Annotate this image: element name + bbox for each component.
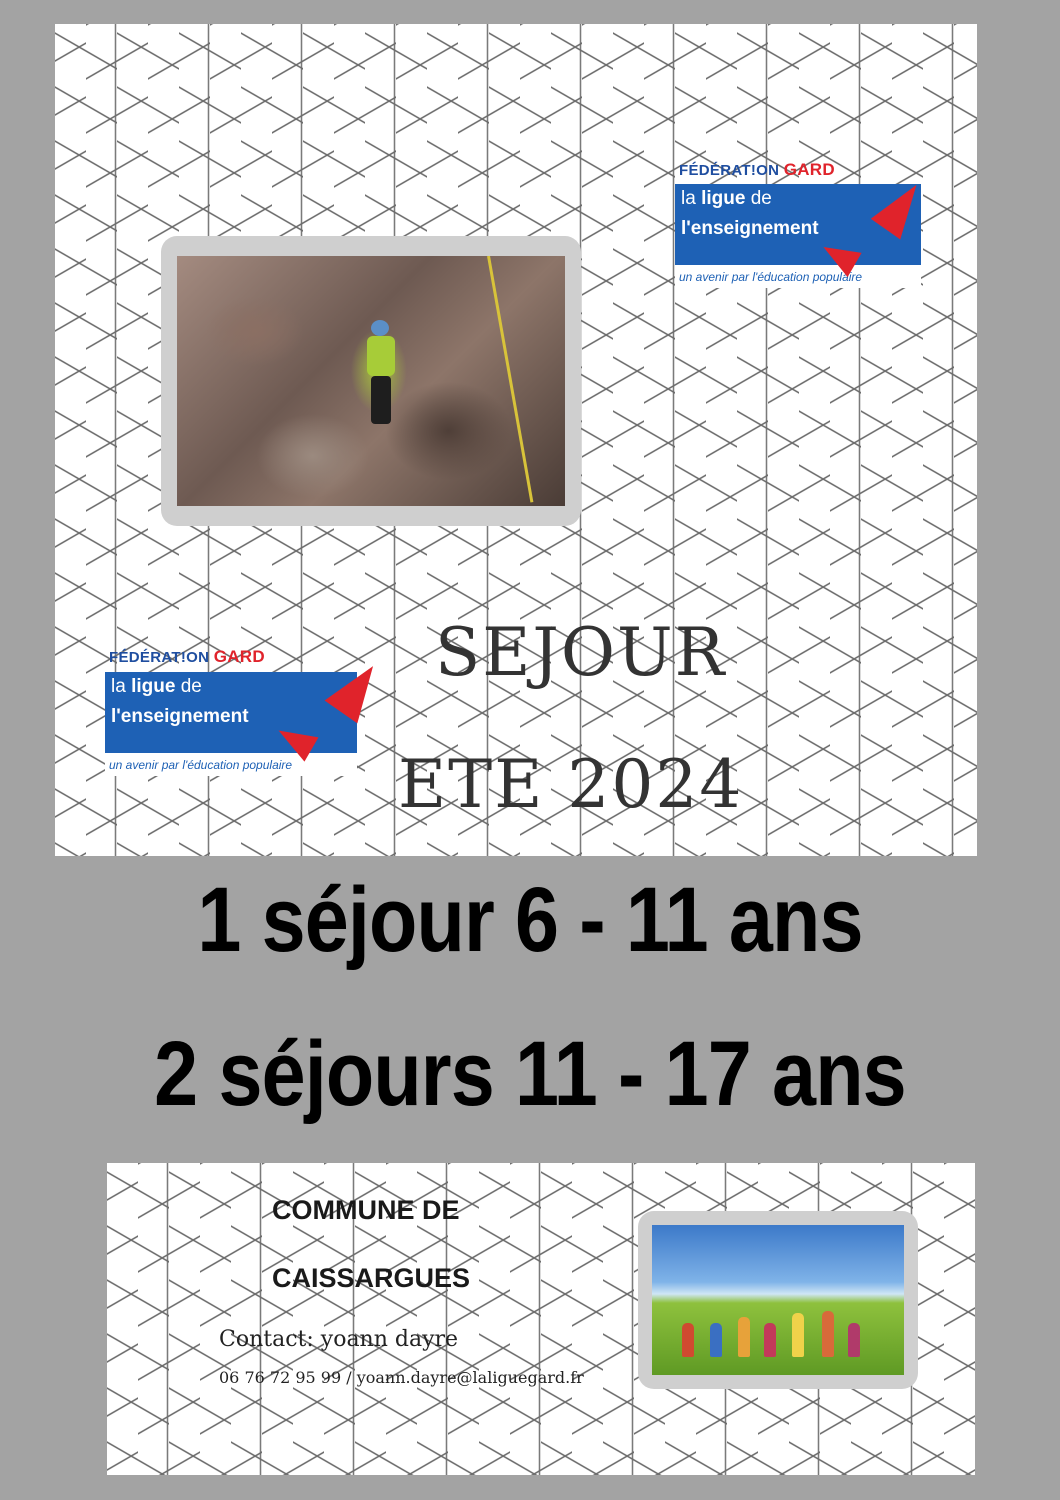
commune-name: CAISSARGUES	[272, 1263, 471, 1293]
ligue-box: la ligue de l'enseignement un avenir par l'éducation populaire	[675, 184, 921, 288]
contact-name: Contact: yoann dayre	[219, 1327, 459, 1352]
ligue-logo-left	[105, 647, 425, 777]
climber-figure	[361, 320, 405, 410]
title-ete-2024: ETE 2024	[398, 746, 744, 823]
logo-tagline: un avenir par l'éducation populaire	[675, 265, 921, 288]
climbing-photo-frame	[161, 236, 581, 526]
children-photo-frame	[638, 1211, 918, 1389]
children-running-photo	[652, 1225, 904, 1375]
ligue-logo-top	[675, 160, 975, 290]
title-sejour: SEJOUR	[435, 614, 727, 691]
bottom-panel	[107, 1163, 975, 1475]
rock-climbing-photo	[177, 256, 565, 506]
federation-label: FÉDÉRAT!ON GARD	[679, 160, 835, 179]
commune-label: COMMUNE DE	[272, 1195, 460, 1225]
headline-sejours-11-17: 2 séjours 11 - 17 ans	[154, 1023, 906, 1125]
federation-label: FÉDÉRAT!ON GARD	[109, 647, 265, 666]
ligue-box: la ligue de l'enseignement un avenir par l'éducation populaire	[105, 672, 357, 776]
logo-tagline: un avenir par l'éducation populaire	[105, 753, 357, 776]
headline-sejour-6-11: 1 séjour 6 - 11 ans	[197, 869, 863, 971]
contact-details: 06 76 72 95 99 / yoann.dayre@laliguegard.fr	[219, 1368, 584, 1387]
rope	[487, 256, 533, 502]
top-panel	[55, 24, 977, 856]
